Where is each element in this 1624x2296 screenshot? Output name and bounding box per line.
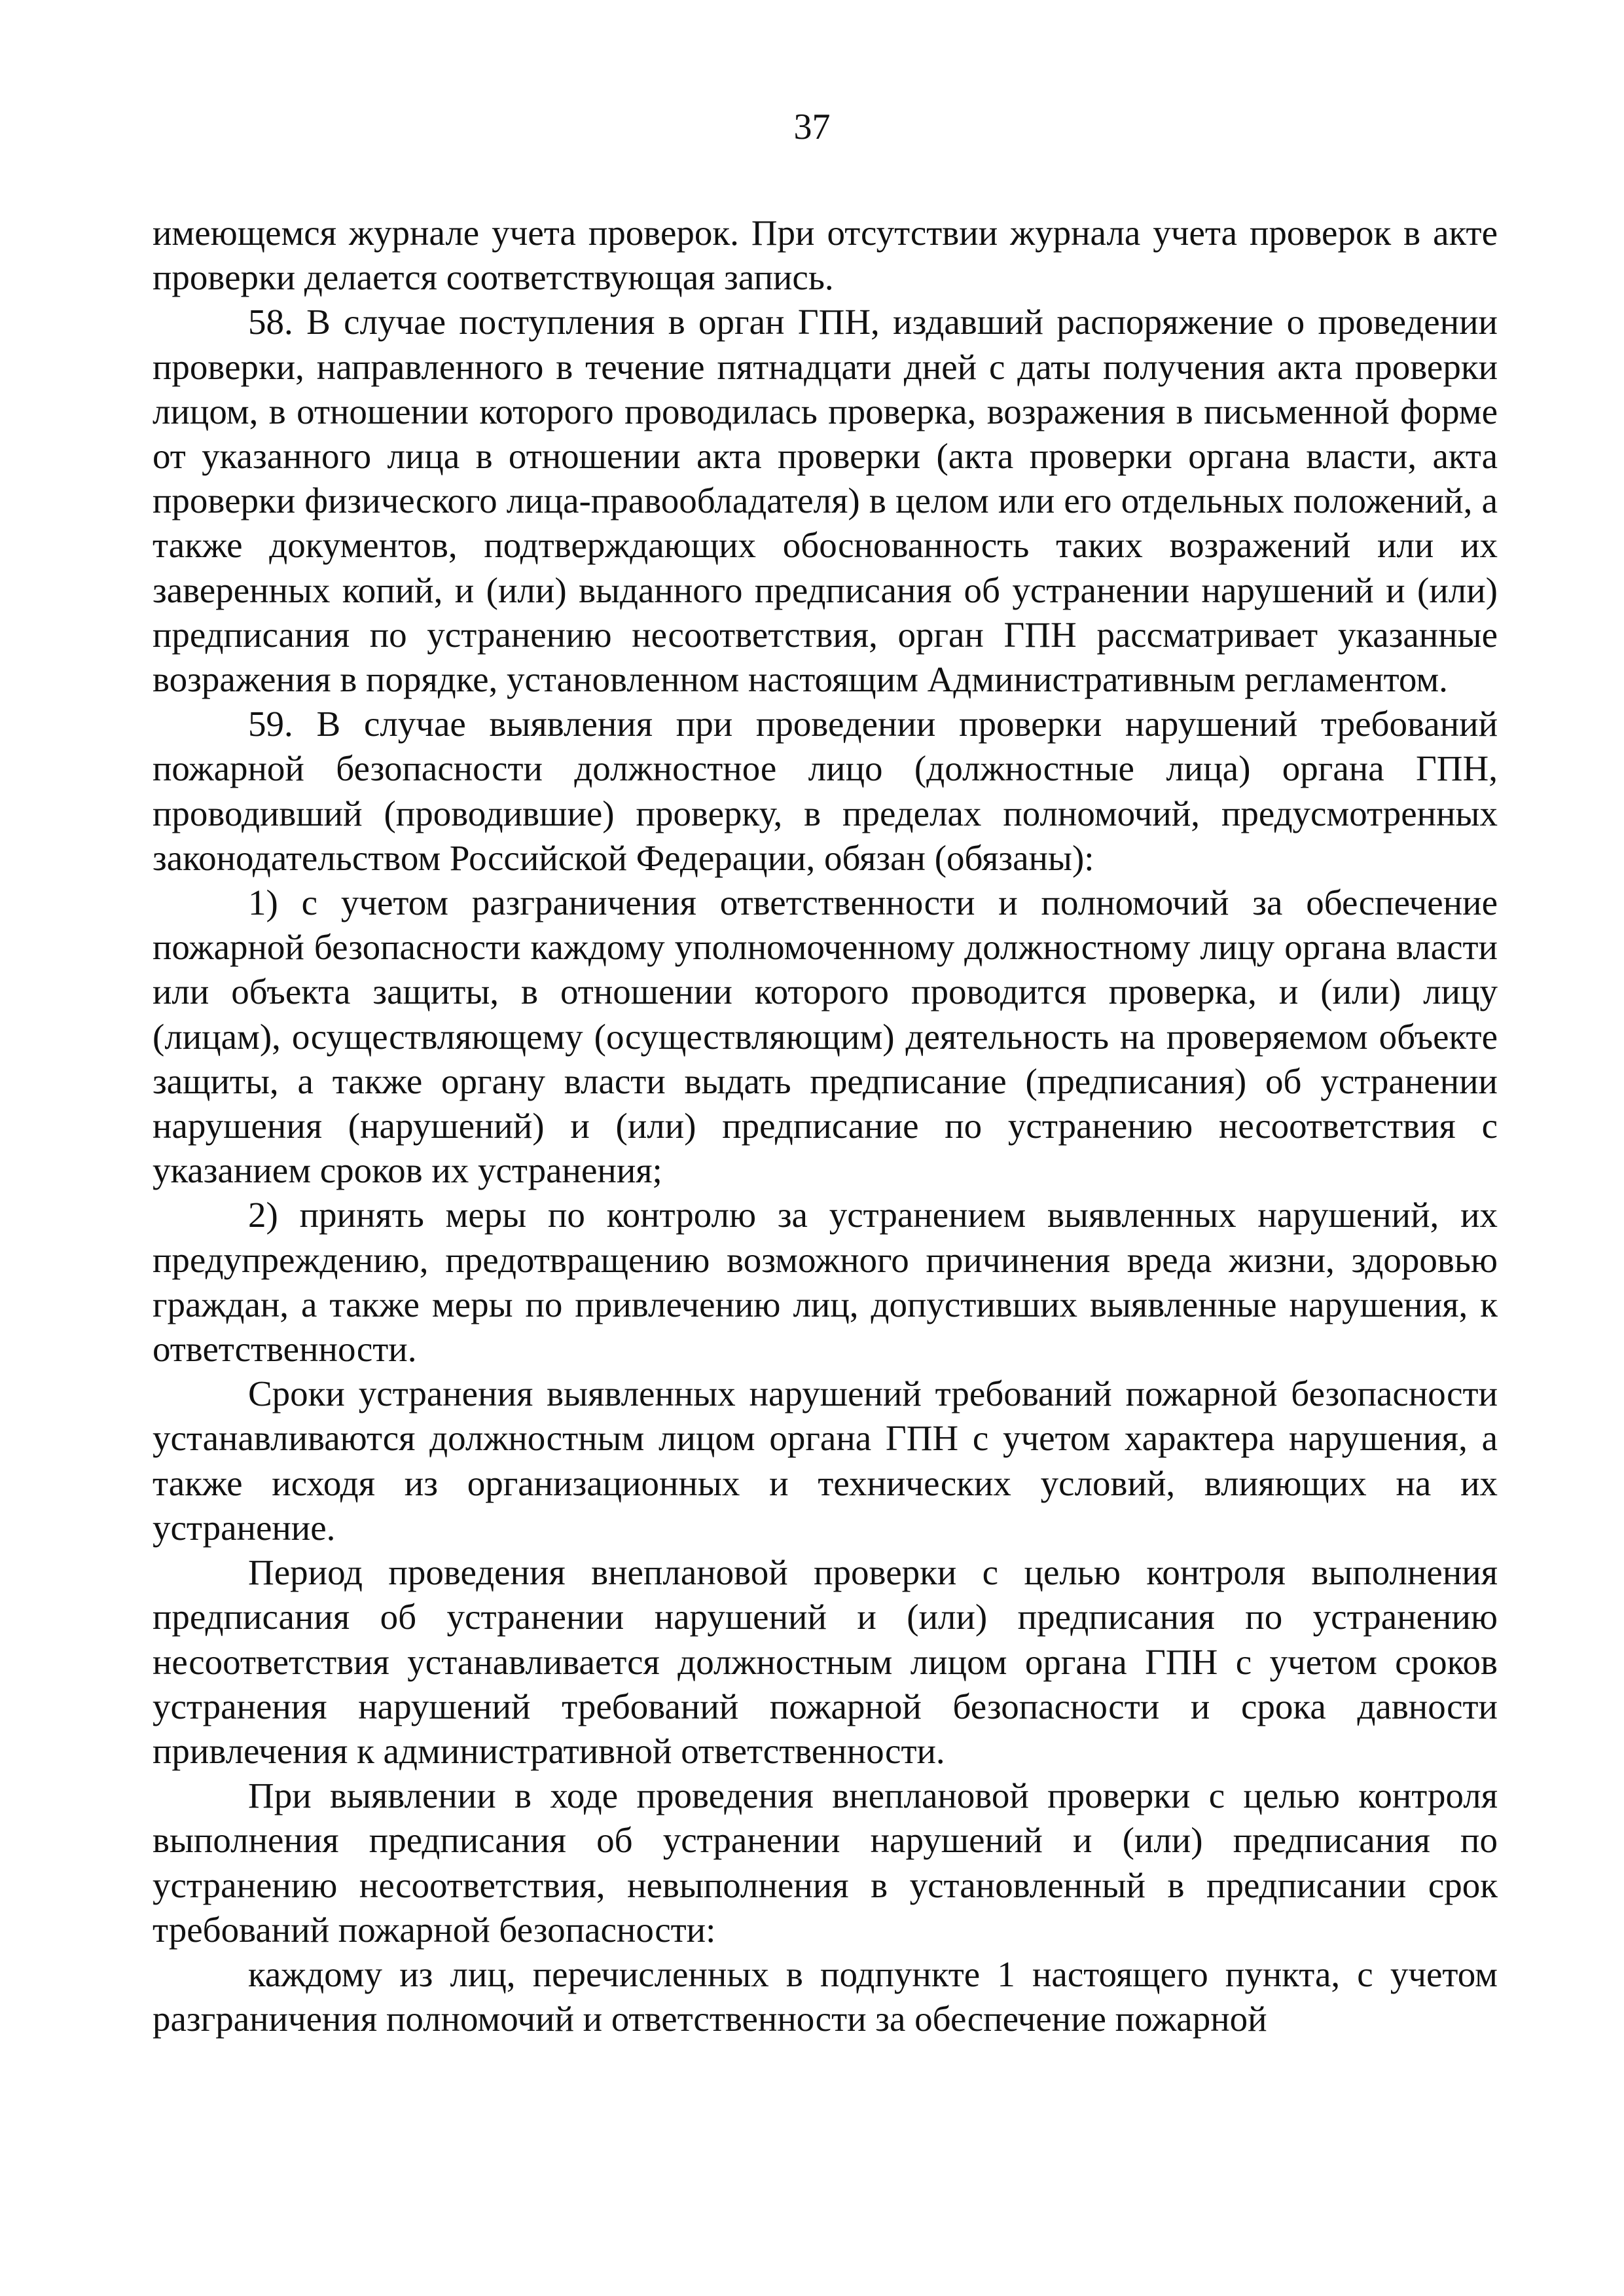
- paragraph-unplanned-inspection: При выявлении в ходе проведения внеплановой проверки с целью контроля выполнения предписания об устранении нарушений и (или) предписания по устранению несоответствия, невыполнения в установленный в предписании срок требований пожарной безопасности:: [153, 1776, 1498, 1950]
- page-number: 37: [793, 107, 831, 147]
- subitem-1: 1) с учетом разграничения ответственности и полномочий за обеспечение пожарной безопасности каждому уполномоченному должностному лицу органа власти или объекта защиты, в отношении которого проводится проверка, и (или) лицу (лицам), осуществляющему (осуществляющим) деятельность на проверяемом объекте защиты, а также органу власти выдать предписание (предписания) об устранении нарушения (нарушений) и (или) предписание по устранению несоответствия с указанием сроков их устранения;: [153, 883, 1498, 1191]
- paragraph-deadlines: Сроки устранения выявленных нарушений требований пожарной безопасности устанавливаются должностным лицом органа ГПН с учетом характера нарушения, а также исходя из организационных и технических условий, влияющих на их устранение.: [153, 1374, 1498, 1548]
- paragraph-inspection-period: Период проведения внеплановой проверки с целью контроля выполнения предписания об устранении нарушений и (или) предписания по устранению несоответствия устанавливается должностным лицом органа ГПН с учетом сроков устранения нарушений требований пожарной безопасности и срока давности привлечения к административной ответственности.: [153, 1552, 1498, 1771]
- subitem-2: 2) принять меры по контролю за устранением выявленных нарушений, их предупреждению, предотвращению возможного причинения вреда жизни, здоровью граждан, а также меры по привлечению лиц, допустивших выявленные нарушения, к ответственности.: [153, 1195, 1498, 1370]
- paragraph-item-58: 58. В случае поступления в орган ГПН, издавший распоряжение о проведении проверки, направленного в течение пятнадцати дней с даты получения акта проверки лицом, в отношении которого проводилась проверка, возражения в письменной форме от указанного лица в отношении акта проверки (акта проверки органа власти, акта проверки физического лица-правообладателя) в целом или его отдельных положений, а также документов, подтверждающих обоснованность таких возражений или их заверенных копий, и (или) выданного предписания об устранении нарушений и (или) предписания по устранению несоответствия, орган ГПН рассматривает указанные возражения в порядке, установленном настоящим Административным регламентом.: [153, 302, 1498, 700]
- document-body: [153, 211, 1498, 2041]
- paragraph-each-person: каждому из лиц, перечисленных в подпункте 1 настоящего пункта, с учетом разграничения полномочий и ответственности за обеспечение пожарной: [153, 1954, 1498, 2039]
- paragraph-continuation: имеющемся журнале учета проверок. При отсутствии журнала учета проверок в акте проверки делается соответствующая запись.: [153, 213, 1498, 298]
- paragraph-item-59: 59. В случае выявления при проведении проверки нарушений требований пожарной безопасности должностное лицо (должностные лица) органа ГПН, проводивший (проводившие) проверку, в пределах полномочий, предусмотренных законодательством Российской Федерации, обязан (обязаны):: [153, 704, 1498, 878]
